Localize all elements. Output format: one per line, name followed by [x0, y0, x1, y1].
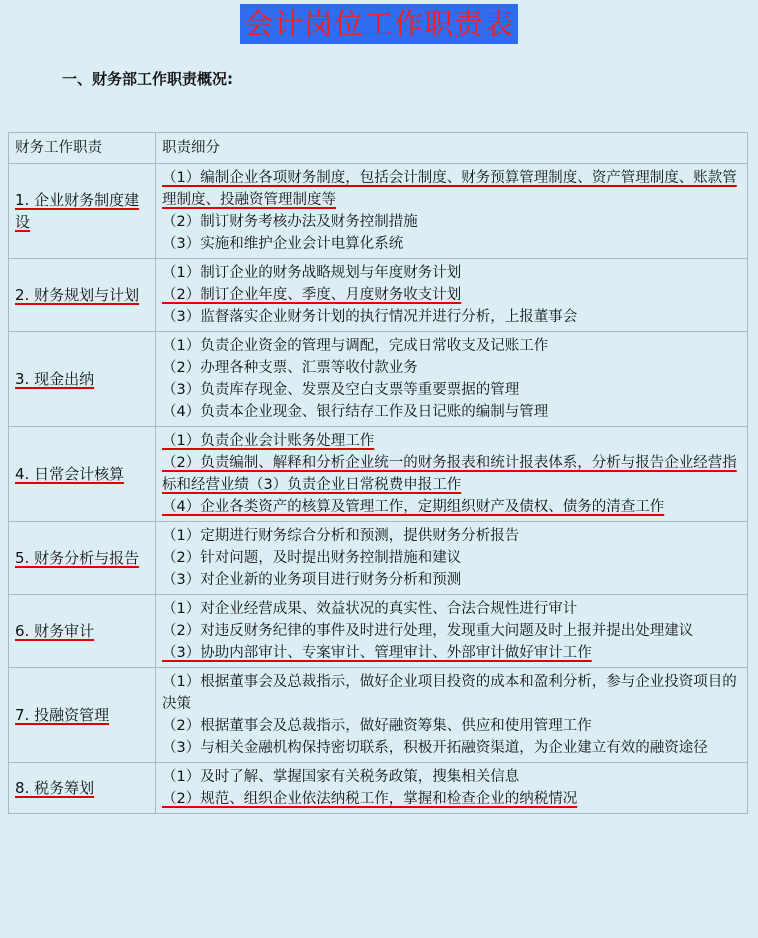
- duty-item: （3）与相关金融机构保持密切联系，积极开拓融资渠道，为企业建立有效的融资途径: [162, 740, 708, 756]
- page-title: 会计岗位工作职责表: [240, 4, 518, 44]
- duty-item: （4）负责本企业现金、银行结存工作及日记账的编制与管理: [162, 404, 549, 420]
- row-category: [9, 668, 156, 763]
- row-category: [9, 427, 156, 522]
- title-wrap: [0, 4, 758, 44]
- duty-item: （3）监督落实企业财务计划的执行情况并进行分析，上报董事会: [162, 309, 578, 325]
- duty-item: （2）制订企业年度、季度、月度财务收支计划: [162, 287, 462, 303]
- duty-item: （1）编制企业各项财务制度，包括会计制度、财务预算管理制度、资产管理制度、账款管理制度、投融资管理制度等: [162, 170, 737, 208]
- duty-item: （2）针对问题，及时提出财务控制措施和建议: [162, 550, 462, 566]
- duty-item: （1）根据董事会及总裁指示，做好企业项目投资的成本和盈利分析，参与企业投资项目的决策: [162, 674, 737, 712]
- category-label: 4. 日常会计核算: [15, 465, 125, 483]
- duty-item: （1）负责企业会计账务处理工作: [162, 433, 375, 449]
- table-row: [9, 595, 748, 668]
- duty-item: （2）负责编制、解释和分析企业统一的财务报表和统计报表体系，分析与报告企业经营指标和经营业绩（3）负责企业日常税费申报工作: [162, 455, 737, 493]
- duties-table: [8, 132, 748, 814]
- table-row: [9, 668, 748, 763]
- table-row: [9, 522, 748, 595]
- duty-item: （1）负责企业资金的管理与调配，完成日常收支及记账工作: [162, 338, 549, 354]
- category-label: 6. 财务审计: [15, 622, 95, 640]
- duty-item: （2）办理各种支票、汇票等收付款业务: [162, 360, 418, 376]
- duty-item: （3）协助内部审计、专案审计、管理审计、外部审计做好审计工作: [162, 645, 592, 661]
- row-category: [9, 164, 156, 259]
- row-category: [9, 522, 156, 595]
- row-items: [156, 763, 748, 814]
- category-label: 5. 财务分析与报告: [15, 549, 140, 567]
- duty-item: （1）定期进行财务综合分析和预测，提供财务分析报告: [162, 528, 520, 544]
- duty-item: （1）及时了解、掌握国家有关税务政策，搜集相关信息: [162, 769, 520, 785]
- table-row: [9, 427, 748, 522]
- header-duty: 财务工作职责: [9, 133, 156, 164]
- row-items: [156, 668, 748, 763]
- duty-item: （1）制订企业的财务战略规划与年度财务计划: [162, 265, 462, 281]
- duty-item: （3）负责库存现金、发票及空白支票等重要票据的管理: [162, 382, 520, 398]
- table-row: [9, 164, 748, 259]
- table-row: [9, 259, 748, 332]
- row-items: [156, 332, 748, 427]
- duty-item: （3）对企业新的业务项目进行财务分析和预测: [162, 572, 462, 588]
- duty-item: （2）规范、组织企业依法纳税工作，掌握和检查企业的纳税情况: [162, 791, 578, 807]
- row-category: [9, 259, 156, 332]
- row-items: [156, 164, 748, 259]
- table-header-row: [9, 133, 748, 164]
- duty-item: （2）对违反财务纪律的事件及时进行处理，发现重大问题及时上报并提出处理建议: [162, 623, 694, 639]
- row-items: [156, 259, 748, 332]
- header-detail: 职责细分: [156, 133, 748, 164]
- category-label: 1. 企业财务制度建设: [15, 191, 140, 231]
- row-category: [9, 763, 156, 814]
- row-category: [9, 595, 156, 668]
- row-category: [9, 332, 156, 427]
- row-items: [156, 427, 748, 522]
- duty-item: （4）企业各类资产的核算及管理工作，定期组织财产及债权、债务的清查工作: [162, 499, 665, 515]
- duty-item: （3）实施和维护企业会计电算化系统: [162, 236, 404, 252]
- table-row: [9, 332, 748, 427]
- category-label: 8. 税务筹划: [15, 779, 95, 797]
- category-label: 3. 现金出纳: [15, 370, 95, 388]
- duty-item: （1）对企业经营成果、效益状况的真实性、合法合规性进行审计: [162, 601, 578, 617]
- row-items: [156, 595, 748, 668]
- duty-item: （2）制订财务考核办法及财务控制措施: [162, 214, 418, 230]
- row-items: [156, 522, 748, 595]
- duty-item: （2）根据董事会及总裁指示，做好融资筹集、供应和使用管理工作: [162, 718, 592, 734]
- section-heading: 一、财务部工作职责概况:: [62, 70, 233, 88]
- table-row: [9, 763, 748, 814]
- category-label: 7. 投融资管理: [15, 706, 110, 724]
- category-label: 2. 财务规划与计划: [15, 286, 140, 304]
